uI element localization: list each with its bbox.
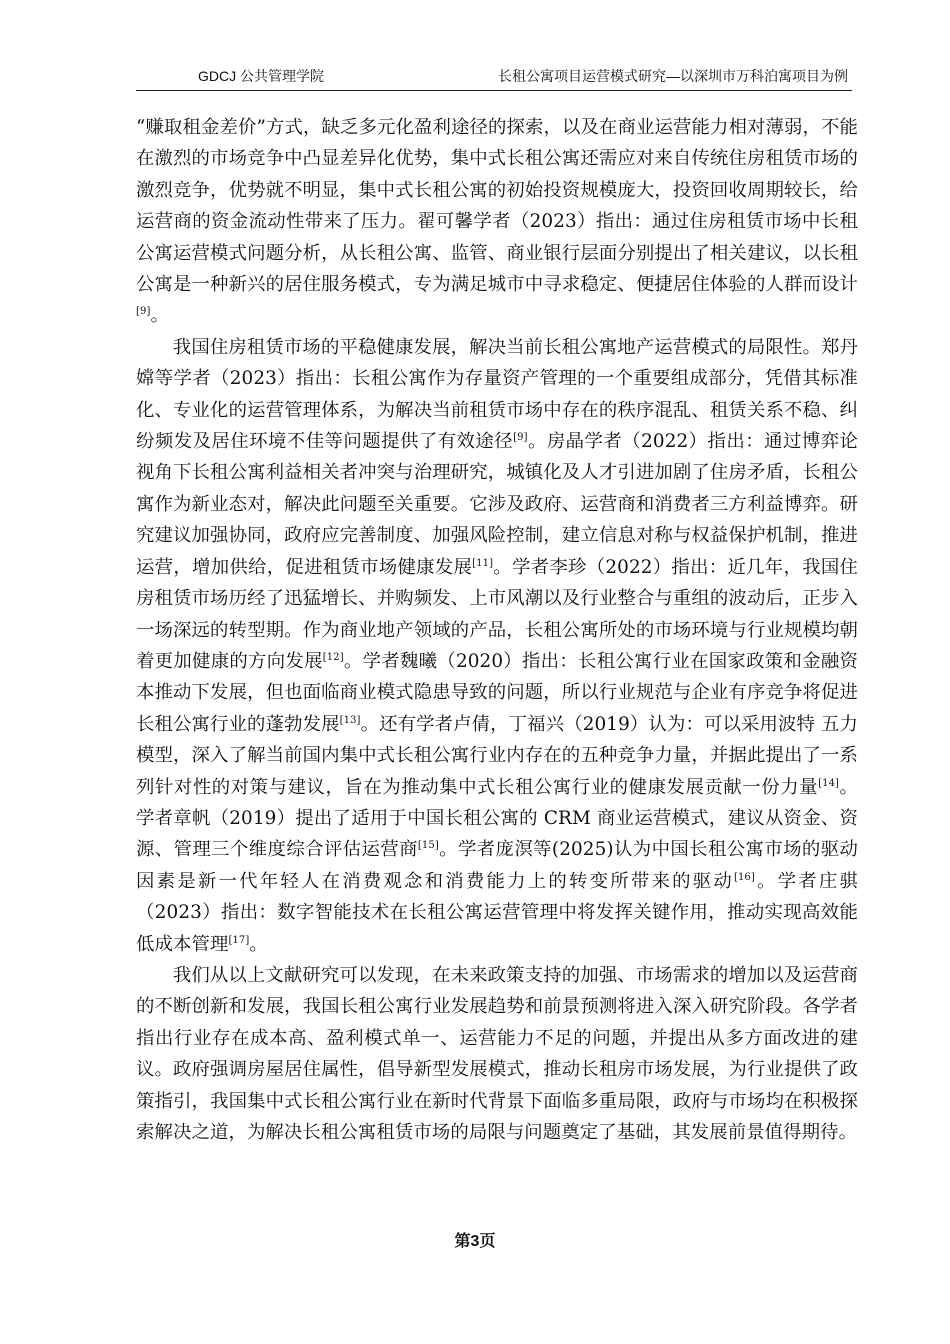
citation-ref: [11] — [472, 557, 494, 569]
paragraph-1 — [136, 112, 858, 332]
citation-ref: [17] — [228, 934, 250, 946]
paragraph-3 — [136, 960, 858, 1148]
citation-ref: [14] — [818, 777, 840, 789]
paragraph-text: 。 — [249, 933, 268, 955]
paragraph-text: 。学者庞溟等(2025)认为中国长租公寓市场的驱动因素是新一代年轻人在消费观念和消费能力上的转变所带来的驱动 — [136, 839, 858, 892]
paragraph-text: 。学者章帆（2019）提出了适用于中国长租公寓的 CRM 商业运营模式，建议从资金、资源、管理三个维度综合评估运营商 — [136, 776, 858, 861]
paragraph-text: 我国住房租赁市场的平稳健康发展，解决当前长租公寓地产运营模式的局限性。郑丹嫦等学者（2023）指出：长租公寓作为存量资产管理的一个重要组成部分，凭借其标准化、专业化的运营管理体系，为解决当前租赁市场中存在的秩序混乱、租赁关系不稳、纠纷频发及居住环境不佳等问题提供了有效途径 — [136, 336, 858, 453]
citation-ref: [9] — [513, 432, 528, 444]
paragraph-text: “赚取租金差价”方式，缺乏多元化盈利途径的探索，以及在商业运营能力相对薄弱，不能在激烈的市场竞争中凸显差异化优势，集中式长租公寓还需应对来自传统住房租赁市场的激烈竞争，优势就不明显，集中式长租公寓的初始投资规模庞大，投资回收周期较长，给运营商的资金流动性带来了压力。翟可馨学者（2023）指出：通过住房租赁市场中长租公寓运营模式问题分析，从长租公寓、监管、商业银行层面分别提出了相关建议，以长租公寓是一种新兴的居住服务模式，专为满足城市中寻求稳定、便捷居住体验的人群而设计 — [136, 117, 858, 296]
paragraph-text: 我们从以上文献研究可以发现，在未来政策支持的加强、市场需求的增加以及运营商的不断创新和发展，我国长租公寓行业发展趋势和前景预测将进入深入研究阶段。各学者指出行业存在成本高、盈利模式单一、运营能力不足的问题，并提出从多方面改进的建议。政府强调房屋居住属性，倡导新型发展模式，推动长租房市场发展，为行业提供了政策指引，我国集中式长租公寓行业在新时代背景下面临多重局限，政府与市场均在积极探索解决之道，为解决长租公寓租赁市场的局限与问题奠定了基础，其发展前景值得期待。 — [136, 964, 858, 1143]
paragraph-text: 。学者庄骐（2023）指出：数字智能技术在长租公寓运营管理中将发挥关键作用，推动实现高效能低成本管理 — [136, 870, 858, 955]
citation-ref: [9] — [136, 306, 151, 318]
paragraph-text: 。还有学者卢倩，丁福兴（2019）认为：可以采用波特 五力模型，深入了解当前国内集中式长租公寓行业内存在的五种竞争力量，并据此提出了一系列针对性的对策与建议，旨在为推动集中式长租公寓行业的健康发展贡献一份力量 — [136, 713, 858, 798]
paragraph-text: 。 — [150, 305, 169, 327]
header-institution: GDCJ 公共管理学院 — [198, 68, 324, 84]
header-thesis-title: 长租公寓项目运营模式研究—以深圳市万科泊寓项目为例 — [498, 68, 848, 84]
paragraph-text: 。学者李珍（2022）指出：近几年，我国住房租赁市场历经了迅猛增长、并购频发、上市风潮以及行业整合与重组的波动后，正步入一场深远的转型期。作为商业地产领域的产品，长租公寓所处的市场环境与行业规模均朝着更加健康的方向发展 — [136, 556, 858, 672]
citation-ref: [12] — [322, 651, 344, 663]
page-number: 第3页 — [454, 1233, 496, 1250]
paragraph-text: 。学者魏曦（2020）指出：长租公寓行业在国家政策和金融资本推动下发展，但也面临商业模式隐患导致的问题，所以行业规范与企业有序竞争将促进长租公寓行业的蓬勃发展 — [136, 650, 858, 735]
citation-ref: [15] — [417, 840, 439, 852]
citation-ref: [13] — [339, 714, 361, 726]
paragraph-text: 。房晶学者（2022）指出：通过博弈论视角下长租公寓利益相关者冲突与治理研究，城镇化及人才引进加剧了住房矛盾，长租公寓作为新业态对，解决此问题至关重要。它涉及政府、运营商和消费者三方利益博弈。研究建议加强协同，政府应完善制度、加强风险控制，建立信息对称与权益保护机制，推进运营，增加供给，促进租赁市场健康发展 — [136, 431, 858, 578]
body-text — [136, 112, 858, 1148]
paragraph-2 — [136, 332, 858, 960]
page-header — [136, 66, 852, 91]
citation-ref: [16] — [733, 871, 755, 883]
